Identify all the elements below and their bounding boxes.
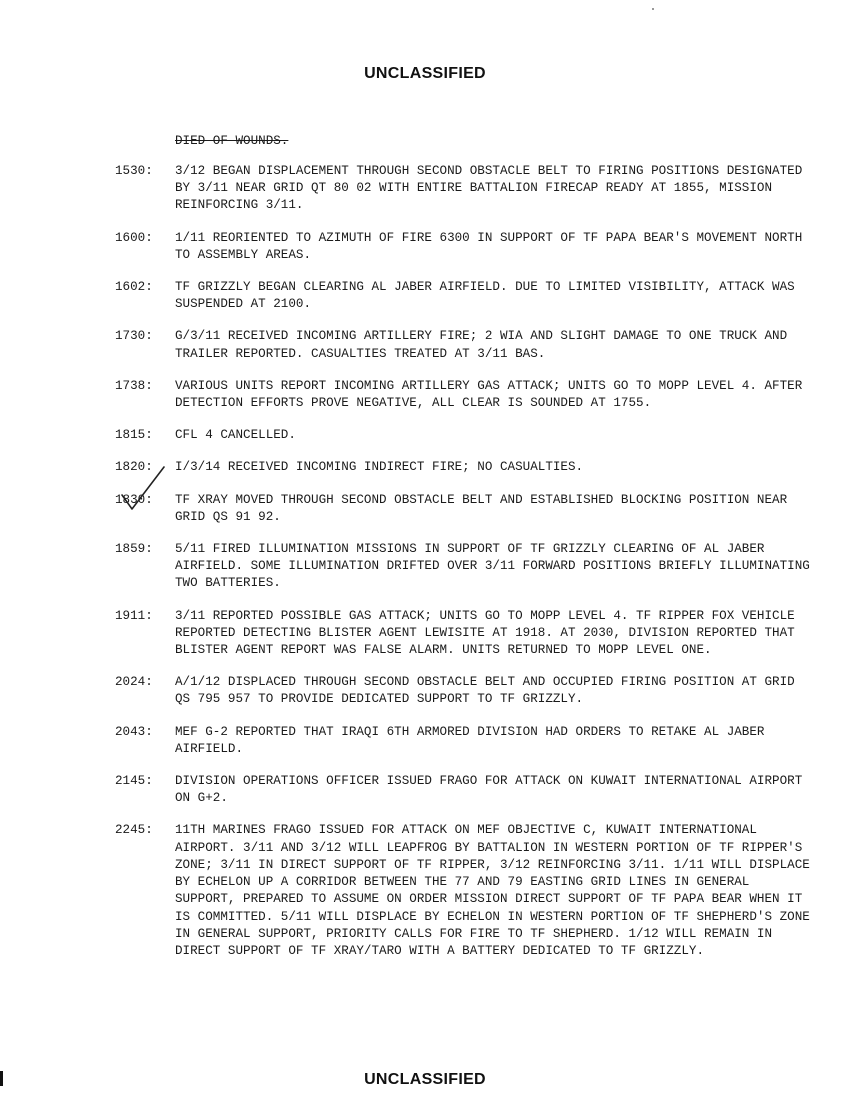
log-entry [115,608,815,660]
log-entry [115,378,815,412]
entry-time: 2024: [115,675,153,690]
entry-text: TF XRAY MOVED THROUGH SECOND OBSTACLE BELT AND ESTABLISHED BLOCKING POSITION NEAR GRID QS 91 92. [175,492,788,524]
log-entries [115,163,815,975]
entry-time: 2043: [115,724,153,739]
entry-text: G/3/11 RECEIVED INCOMING ARTILLERY FIRE; 2 WIA AND SLIGHT DAMAGE TO ONE TRUCK AND TRAILER REPORTED. CASUALTIES TREATED AT 3/11 BAS. [175,329,788,361]
entry-time: 1738: [115,378,153,393]
entry-time: 1830: [115,492,153,507]
entry-text: 3/12 BEGAN DISPLACEMENT THROUGH SECOND OBSTACLE BELT TO FIRING POSITIONS DESIGNATED BY 3/11 NEAR GRID QT 80 02 WITH ENTIRE BATTALION FIRECAP READY AT 1855, MISSION REINFORCING 3/11. [175,164,803,213]
classification-footer: UNCLASSIFIED [364,1071,486,1088]
entry-text: 5/11 FIRED ILLUMINATION MISSIONS IN SUPPORT OF TF GRIZZLY CLEARING OF AL JABER AIRFIELD. SOME ILLUMINATION DRIFTED OVER 3/11 FORWARD POSITIONS BRIEFLY ILLUMINATING TWO BATTERIES. [175,542,810,591]
log-entry [115,328,815,362]
entry-text: CFL 4 CANCELLED. [175,428,296,443]
log-entry [115,724,815,758]
entry-text: 3/11 REPORTED POSSIBLE GAS ATTACK; UNITS GO TO MOPP LEVEL 4. TF RIPPER FOX VEHICLE REPORTED DETECTING BLISTER AGENT LEWISITE AT 1918. AT 2030, DIVISION REPORTED THAT BLISTER AGENT REPORT WAS FALSE ALARM. UNITS RETURNED TO MOPP LEVEL ONE. [175,608,795,658]
log-entry [115,773,815,807]
log-entry [115,230,815,264]
entry-text: MEF G-2 REPORTED THAT IRAQI 6TH ARMORED DIVISION HAD ORDERS TO RETAKE AL JABER AIRFIELD. [175,724,765,756]
entry-text: DIVISION OPERATIONS OFFICER ISSUED FRAGO FOR ATTACK ON KUWAIT INTERNATIONAL AIRPORT ON G+2. [175,774,803,806]
entry-text: 1/11 REORIENTED TO AZIMUTH OF FIRE 6300 IN SUPPORT OF TF PAPA BEAR'S MOVEMENT NORTH TO ASSEMBLY AREAS. [175,230,803,262]
entry-text: TF GRIZZLY BEGAN CLEARING AL JABER AIRFIELD. DUE TO LIMITED VISIBILITY, ATTACK WAS SUSPENDED AT 2100. [175,280,795,312]
entry-text: VARIOUS UNITS REPORT INCOMING ARTILLERY GAS ATTACK; UNITS GO TO MOPP LEVEL 4. AFTER DETECTION EFFORTS PROVE NEGATIVE, ALL CLEAR IS SOUNDED AT 1755. [175,378,803,411]
entry-time: 1911: [115,608,153,623]
entry-time: 1600: [115,230,153,245]
log-entry [115,674,815,708]
entry-time: 1859: [115,542,153,557]
entry-time: 2245: [115,823,153,838]
handwritten-checkmark-icon [118,465,168,513]
lead-line [175,134,288,148]
entry-time: 1602: [115,280,153,295]
log-entry [115,163,815,215]
entry-time: 1530: [115,164,153,178]
entry-time: 1730: [115,329,153,344]
log-entry [115,459,815,476]
scan-speck [652,8,654,10]
entry-text: A/1/12 DISPLACED THROUGH SECOND OBSTACLE BELT AND OCCUPIED FIRING POSITION AT GRID QS 795 957 TO PROVIDE DEDICATED SUPPORT TO TF GRIZZLY. [175,675,795,707]
log-entry [115,427,815,444]
lead-text: DIED OF WOUNDS. [175,134,289,148]
log-entry [115,492,815,526]
log-entry [115,822,815,960]
entry-time: 2145: [115,774,153,789]
entry-text: 11TH MARINES FRAGO ISSUED FOR ATTACK ON MEF OBJECTIVE C, KUWAIT INTERNATIONAL AIRPORT. 3/11 AND 3/12 WILL LEAPFROG BY BATTALION IN WESTERN PORTION OF TF RIPPER'S ZONE; 3/11 IN DIRECT SUPPORT OF TF RIPPER, 3/12 REINFORCING 3/11. 1/11 WILL DISPLACE BY ECHELON UP A CORRIDOR BETWEEN THE 77 AND 79 EASTING GRID LINES IN GENERAL SUPPORT, PREPARED TO ASSUME ON ORDER MISSION DIRECT SUPPORT OF TF PAPA BEAR WHEN IT IS COMMITTED. 5/11 WILL DISPLACE BY ECHELON IN WESTERN PORTION OF TF SHEPHERD'S ZONE IN GENERAL SUPPORT, PRIORITY CALLS FOR FIRE TO TF SHEPHERD. 1/12 WILL REMAIN IN DIRECT SUPPORT OF TF XRAY/TARO WITH A BATTERY DEDICATED TO TF GRIZZLY. [175,823,810,958]
classification-header: UNCLASSIFIED [364,65,486,82]
log-entry [115,279,815,313]
entry-text: I/3/14 RECEIVED INCOMING INDIRECT FIRE; NO CASUALTIES. [175,460,584,475]
entry-time: 1820: [115,460,153,475]
entry-time: 1815: [115,428,153,443]
log-entry [115,541,815,593]
